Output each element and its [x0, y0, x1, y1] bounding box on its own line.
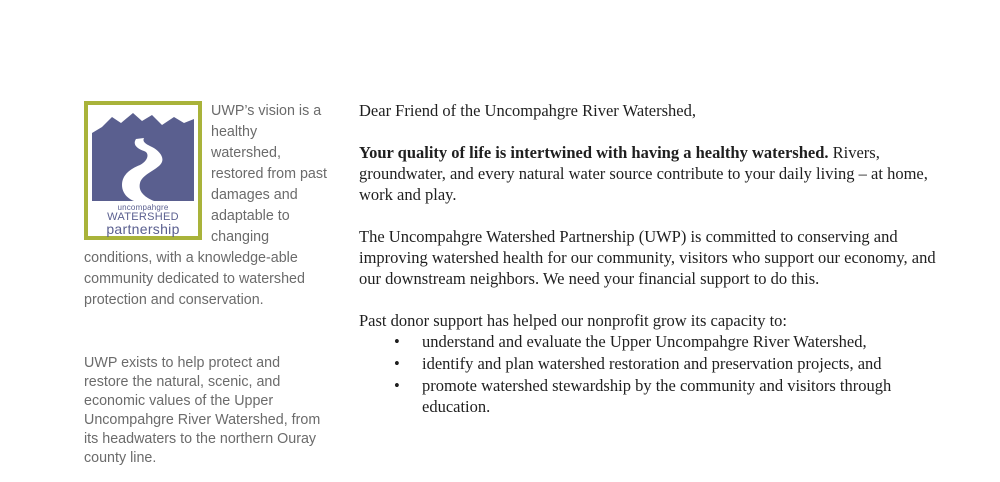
- uwp-paragraph: The Uncompahgre Watershed Partnership (UWP) is committed to conserving and improving watershed health for our community, visitors who support our economy, and our downstream neighbors. We need your financial support to do this.: [359, 227, 936, 288]
- list-item: [359, 353, 959, 374]
- letter-body: [359, 100, 959, 417]
- mission-text: UWP exists to help protect and restore the natural, scenic, and economic values of the Upper Uncompahgre River Watershed, from its headwaters to the northern Ouray county line.: [84, 355, 321, 466]
- list-item-text: identify and plan watershed restoration and preservation projects, and: [422, 354, 882, 373]
- logo-line-3: partnership: [106, 221, 180, 237]
- quality-paragraph: [359, 142, 959, 205]
- quality-rest-text: Rivers, groundwater, and every natural water source contribute to your daily living – at home, work and play.: [359, 143, 928, 204]
- vision-text-bottom: conditions, with a knowledge-able community dedicated to watershed protection and conservation.: [84, 250, 305, 308]
- list-item: [359, 375, 959, 417]
- bullet-icon: •: [394, 332, 400, 351]
- bullet-icon: •: [394, 376, 400, 395]
- uwp-logo: [84, 101, 202, 240]
- salutation: Dear Friend of the Uncompahgre River Watershed,: [359, 101, 696, 120]
- logo-line-2: WATERSHED: [107, 211, 179, 223]
- logo-line-1: uncompahgre: [117, 203, 169, 212]
- vision-text-top: UWP’s vision is a healthy watershed, restored from past damages and adaptable to changing: [211, 103, 328, 245]
- donor-intro: Past donor support has helped our nonprofit grow its capacity to:: [359, 311, 788, 330]
- list-item: [359, 331, 959, 352]
- bullet-icon: •: [394, 354, 400, 373]
- list-item-text: understand and evaluate the Upper Uncompahgre River Watershed,: [422, 332, 867, 351]
- quality-bold-text: Your quality of life is intertwined with having a healthy watershed.: [359, 143, 829, 162]
- list-item-text: promote watershed stewardship by the community and visitors through education.: [422, 376, 892, 416]
- capacity-list: [359, 331, 959, 417]
